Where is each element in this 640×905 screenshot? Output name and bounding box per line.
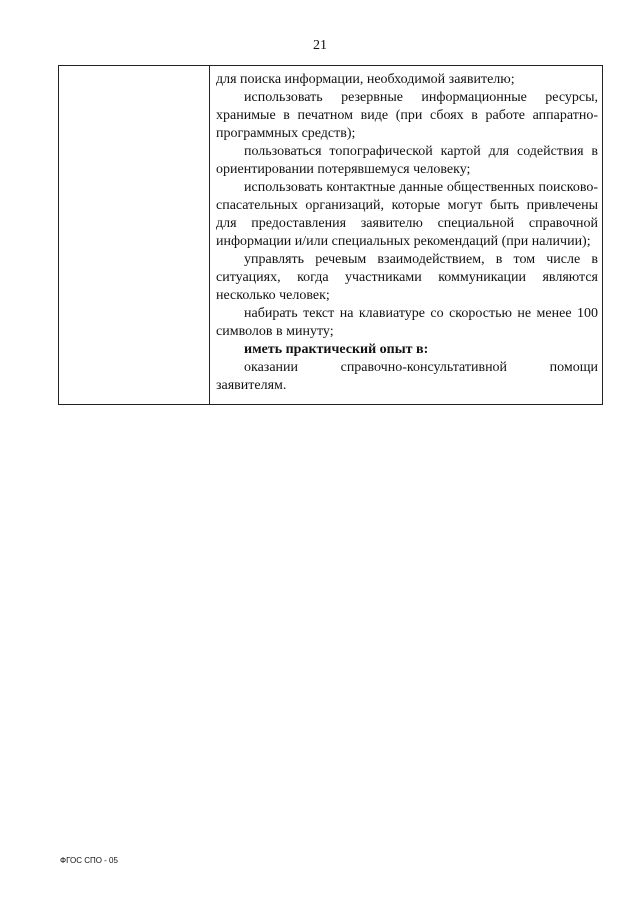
paragraph-heading: иметь практический опыт в: xyxy=(244,342,429,357)
paragraph: заявителям. xyxy=(216,378,287,393)
paragraph: оказании справочно-консультативной помощи xyxy=(244,360,598,375)
page-number: 21 xyxy=(313,38,327,53)
table-left-cell xyxy=(59,66,210,404)
paragraph: управлять речевым взаимодействием, в том числе в ситуациях, когда участниками коммуникации являются несколько человек; xyxy=(216,252,598,303)
table-right-cell xyxy=(216,71,598,395)
paragraph: использовать резервные информационные ресурсы, хранимые в печатном виде (при сбоях в работе аппаратно-программных средств); xyxy=(216,90,598,141)
paragraph: использовать контактные данные общественных поисково-спасательных организаций, которые могут быть привлечены для предоставления заявителю специальной справочной информации и/или специальных рекомендаций (при наличии); xyxy=(216,180,598,249)
paragraph: для поиска информации, необходимой заявителю; xyxy=(216,72,515,87)
paragraph: пользоваться топографической картой для содействия в ориентировании потерявшемуся человеку; xyxy=(216,144,598,177)
content-table xyxy=(58,65,603,405)
footer-code: ФГОС СПО - 05 xyxy=(60,856,118,865)
paragraph: набирать текст на клавиатуре со скоростью не менее 100 символов в минуту; xyxy=(216,306,598,339)
